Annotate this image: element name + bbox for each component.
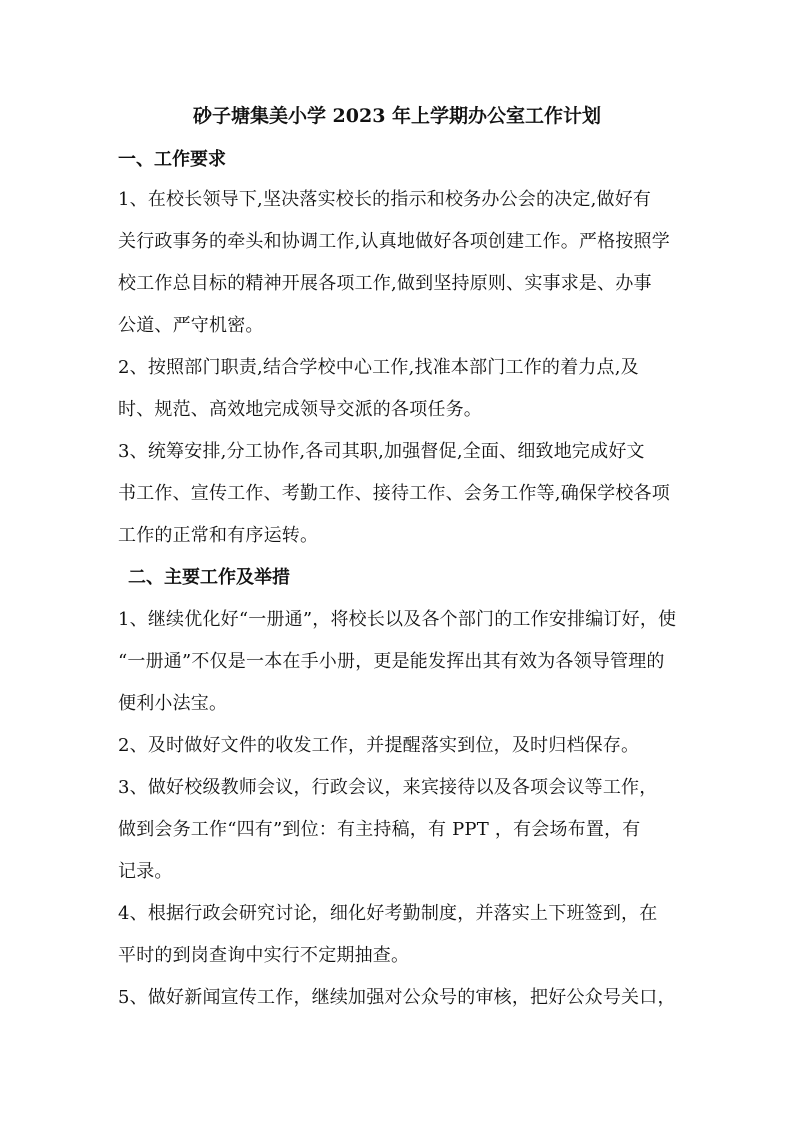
document-title: 砂子塘集美小学 2023 年上学期办公室工作计划	[192, 105, 602, 127]
section2-line-2: “一册通”不仅是一本在手小册，更是能发挥出其有效为各领导管理的	[118, 651, 665, 672]
section1-line-7: 3、统筹安排,分工协作,各司其职,加强督促,全面、细致地完成好文	[118, 441, 645, 462]
section2-line-10: 5、做好新闻宣传工作，继续加强对公众号的审核，把好公众号关口，	[118, 987, 676, 1008]
section1-line-5: 2、按照部门职责,结合学校中心工作,找准本部门工作的着力点,及	[118, 357, 639, 378]
section2-line-4: 2、及时做好文件的收发工作，并提醒落实到位，及时归档保存。	[118, 735, 640, 756]
section1-line-8: 书工作、宣传工作、考勤工作、接待工作、会务工作等,确保学校各项	[118, 483, 670, 504]
section2-line-8: 4、根据行政会研究讨论，细化好考勤制度，并落实上下班签到，在	[118, 903, 658, 924]
section1-heading: 一、工作要求	[118, 149, 226, 170]
section2-line-5: 3、做好校级教师会议，行政会议，来宾接待以及各项会议等工作，	[118, 777, 658, 798]
section1-line-3: 校工作总目标的精神开展各项工作,做到坚持原则、实事求是、办事	[118, 273, 652, 294]
section1-line-9: 工作的正常和有序运转。	[118, 525, 319, 546]
section2-heading: 二、主要工作及举措	[128, 567, 290, 588]
section1-line-6: 时、规范、高效地完成领导交派的各项任务。	[118, 399, 482, 420]
section1-line-2: 关行政事务的牵头和协调工作,认真地做好各项创建工作。严格按照学	[118, 231, 670, 252]
section2-line-6: 做到会务工作“四有”到位：有主持稿，有 PPT ，有会场布置，有	[118, 819, 641, 840]
section1-line-1: 1、在校长领导下,坚决落实校长的指示和校务办公会的决定,做好有	[118, 189, 652, 210]
section2-line-1: 1、继续优化好“一册通”，将校长以及各个部门的工作安排编订好，使	[118, 609, 677, 630]
section2-line-7: 记录。	[118, 861, 173, 882]
section2-line-9: 平时的到岗查询中实行不定期抽查。	[118, 945, 410, 966]
section1-line-4: 公道、严守机密。	[118, 315, 264, 336]
section2-line-3: 便利小法宝。	[118, 693, 228, 714]
